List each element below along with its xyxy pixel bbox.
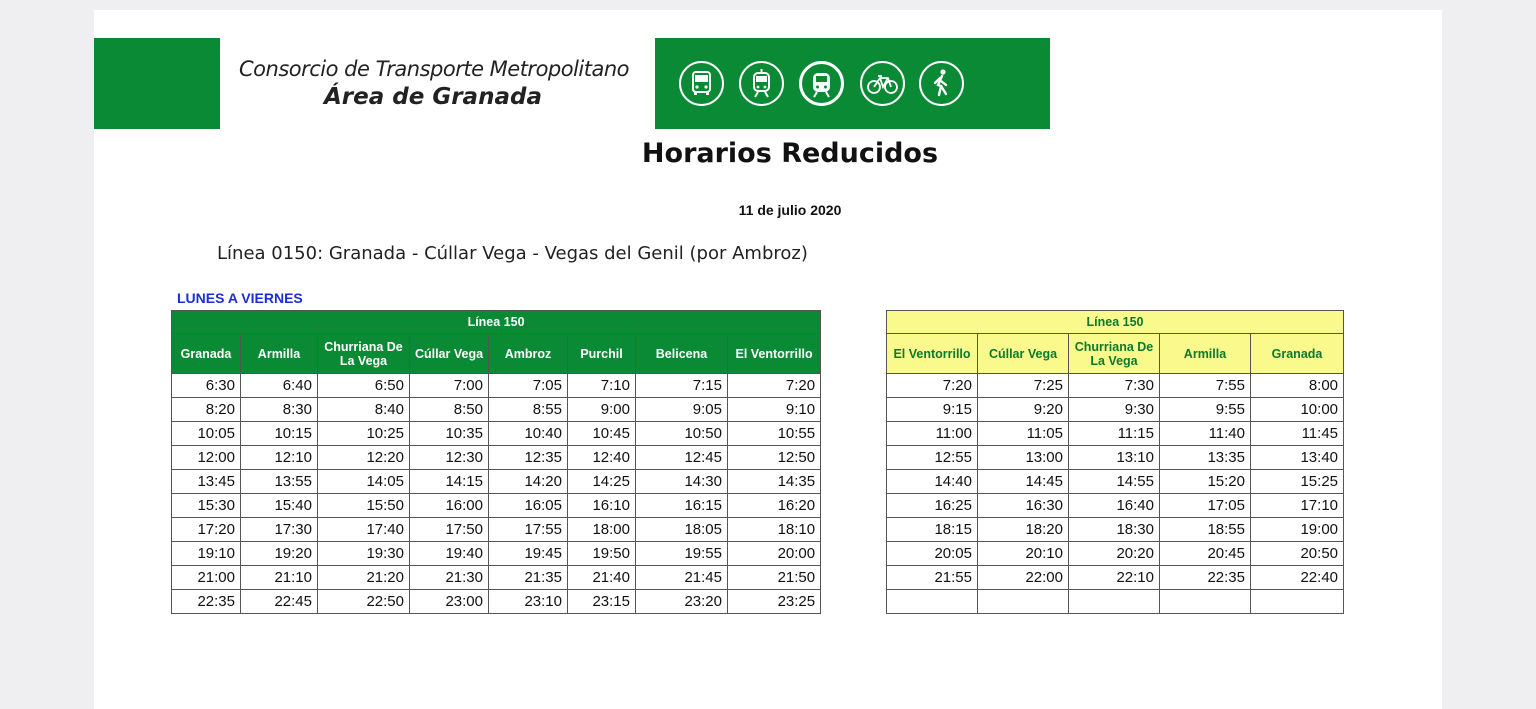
column-header: Cúllar Vega	[978, 334, 1069, 374]
table-row	[887, 470, 1344, 494]
table-row	[887, 518, 1344, 542]
time-cell: 16:15	[636, 494, 728, 518]
time-cell	[1160, 590, 1251, 614]
time-cell: 15:25	[1251, 470, 1344, 494]
time-cell: 13:45	[172, 470, 241, 494]
time-cell: 18:30	[1069, 518, 1160, 542]
time-cell: 6:50	[318, 374, 410, 398]
time-cell: 22:35	[1160, 566, 1251, 590]
time-cell: 12:00	[172, 446, 241, 470]
time-cell: 15:30	[172, 494, 241, 518]
time-cell: 12:40	[568, 446, 636, 470]
time-cell: 12:55	[887, 446, 978, 470]
time-cell	[978, 590, 1069, 614]
time-cell: 9:55	[1160, 398, 1251, 422]
document-page	[94, 10, 1442, 709]
time-cell: 14:45	[978, 470, 1069, 494]
time-cell: 8:00	[1251, 374, 1344, 398]
time-cell: 8:40	[318, 398, 410, 422]
time-cell	[887, 590, 978, 614]
time-cell: 21:35	[489, 566, 568, 590]
transport-modes-banner	[655, 38, 1050, 129]
table-row	[172, 566, 821, 590]
column-header: Ambroz	[489, 334, 568, 374]
time-cell: 15:20	[1160, 470, 1251, 494]
time-cell: 16:00	[410, 494, 489, 518]
return-timetable	[886, 310, 1344, 614]
table-row	[172, 542, 821, 566]
time-cell: 22:45	[241, 590, 318, 614]
table-row	[172, 470, 821, 494]
time-cell: 9:20	[978, 398, 1069, 422]
time-cell: 17:05	[1160, 494, 1251, 518]
time-cell: 18:20	[978, 518, 1069, 542]
outbound-timetable	[171, 310, 821, 614]
time-cell: 10:35	[410, 422, 489, 446]
time-cell: 12:10	[241, 446, 318, 470]
time-cell: 21:55	[887, 566, 978, 590]
time-cell: 21:10	[241, 566, 318, 590]
time-cell: 9:10	[728, 398, 821, 422]
time-cell: 17:30	[241, 518, 318, 542]
time-cell: 8:55	[489, 398, 568, 422]
table-row	[887, 542, 1344, 566]
org-name-line2: Área de Granada	[324, 84, 542, 110]
time-cell: 21:00	[172, 566, 241, 590]
table-row	[172, 374, 821, 398]
time-cell: 13:35	[1160, 446, 1251, 470]
time-cell: 23:20	[636, 590, 728, 614]
metro-icon	[799, 61, 844, 106]
time-cell: 21:20	[318, 566, 410, 590]
column-header: Granada	[172, 334, 241, 374]
table-row	[172, 518, 821, 542]
time-cell: 8:30	[241, 398, 318, 422]
column-header: Belicena	[636, 334, 728, 374]
bicycle-icon	[860, 61, 905, 106]
time-cell: 22:10	[1069, 566, 1160, 590]
time-cell: 22:35	[172, 590, 241, 614]
time-cell: 13:55	[241, 470, 318, 494]
time-cell: 21:50	[728, 566, 821, 590]
time-cell: 7:10	[568, 374, 636, 398]
pedestrian-icon	[919, 61, 964, 106]
time-cell: 14:55	[1069, 470, 1160, 494]
table-row	[887, 422, 1344, 446]
time-cell: 7:20	[887, 374, 978, 398]
time-cell: 19:20	[241, 542, 318, 566]
time-cell: 16:20	[728, 494, 821, 518]
time-cell: 23:00	[410, 590, 489, 614]
time-cell: 16:10	[568, 494, 636, 518]
time-cell: 11:05	[978, 422, 1069, 446]
return-table-title: Línea 150	[887, 311, 1344, 334]
time-cell: 20:10	[978, 542, 1069, 566]
time-cell: 10:45	[568, 422, 636, 446]
time-cell: 21:45	[636, 566, 728, 590]
train-icon	[739, 61, 784, 106]
column-header: Granada	[1251, 334, 1344, 374]
time-cell: 19:55	[636, 542, 728, 566]
table-row	[172, 590, 821, 614]
time-cell: 14:35	[728, 470, 821, 494]
time-cell: 11:45	[1251, 422, 1344, 446]
time-cell: 10:50	[636, 422, 728, 446]
time-cell: 16:25	[887, 494, 978, 518]
time-cell: 18:00	[568, 518, 636, 542]
time-cell: 20:05	[887, 542, 978, 566]
time-cell: 9:15	[887, 398, 978, 422]
table-row	[887, 446, 1344, 470]
time-cell: 13:40	[1251, 446, 1344, 470]
time-cell: 10:15	[241, 422, 318, 446]
column-header: Armilla	[1160, 334, 1251, 374]
days-label: LUNES A VIERNES	[177, 290, 303, 306]
page-title: Horarios Reducidos	[641, 138, 939, 169]
time-cell: 21:30	[410, 566, 489, 590]
time-cell: 6:30	[172, 374, 241, 398]
column-header: Armilla	[241, 334, 318, 374]
time-cell: 10:00	[1251, 398, 1344, 422]
table-row	[887, 398, 1344, 422]
time-cell: 20:00	[728, 542, 821, 566]
time-cell: 17:20	[172, 518, 241, 542]
time-cell: 18:15	[887, 518, 978, 542]
time-cell: 23:10	[489, 590, 568, 614]
table-row	[887, 374, 1344, 398]
time-cell: 19:10	[172, 542, 241, 566]
time-cell: 6:40	[241, 374, 318, 398]
time-cell: 14:20	[489, 470, 568, 494]
column-header: El Ventorrillo	[887, 334, 978, 374]
table-row	[887, 590, 1344, 614]
time-cell: 7:20	[728, 374, 821, 398]
brand-block-left	[94, 38, 220, 129]
time-cell: 7:05	[489, 374, 568, 398]
time-cell: 7:15	[636, 374, 728, 398]
time-cell	[1251, 590, 1344, 614]
time-cell: 10:55	[728, 422, 821, 446]
table-row	[172, 494, 821, 518]
outbound-table-title: Línea 150	[172, 311, 821, 334]
time-cell: 14:25	[568, 470, 636, 494]
time-cell: 10:05	[172, 422, 241, 446]
time-cell: 19:30	[318, 542, 410, 566]
time-cell: 12:50	[728, 446, 821, 470]
org-name-line1: Consorcio de Transporte Metropolitano	[239, 57, 630, 81]
time-cell: 7:00	[410, 374, 489, 398]
time-cell	[1069, 590, 1160, 614]
time-cell: 10:25	[318, 422, 410, 446]
time-cell: 19:40	[410, 542, 489, 566]
time-cell: 21:40	[568, 566, 636, 590]
time-cell: 15:40	[241, 494, 318, 518]
time-cell: 12:45	[636, 446, 728, 470]
time-cell: 12:35	[489, 446, 568, 470]
schedule-date: 11 de julio 2020	[738, 202, 842, 218]
column-header: Churriana De La Vega	[318, 334, 410, 374]
time-cell: 17:40	[318, 518, 410, 542]
time-cell: 14:15	[410, 470, 489, 494]
table-row	[172, 398, 821, 422]
time-cell: 12:30	[410, 446, 489, 470]
time-cell: 20:45	[1160, 542, 1251, 566]
time-cell: 13:00	[978, 446, 1069, 470]
time-cell: 13:10	[1069, 446, 1160, 470]
time-cell: 20:20	[1069, 542, 1160, 566]
column-header: Churriana De La Vega	[1069, 334, 1160, 374]
time-cell: 19:00	[1251, 518, 1344, 542]
time-cell: 17:55	[489, 518, 568, 542]
time-cell: 14:30	[636, 470, 728, 494]
time-cell: 9:30	[1069, 398, 1160, 422]
time-cell: 18:55	[1160, 518, 1251, 542]
time-cell: 14:05	[318, 470, 410, 494]
time-cell: 17:50	[410, 518, 489, 542]
time-cell: 20:50	[1251, 542, 1344, 566]
time-cell: 16:05	[489, 494, 568, 518]
time-cell: 16:30	[978, 494, 1069, 518]
time-cell: 9:05	[636, 398, 728, 422]
time-cell: 7:30	[1069, 374, 1160, 398]
time-cell: 9:00	[568, 398, 636, 422]
time-cell: 22:00	[978, 566, 1069, 590]
column-header: Cúllar Vega	[410, 334, 489, 374]
time-cell: 7:55	[1160, 374, 1251, 398]
time-cell: 11:00	[887, 422, 978, 446]
column-header: El Ventorrillo	[728, 334, 821, 374]
time-cell: 23:25	[728, 590, 821, 614]
time-cell: 16:40	[1069, 494, 1160, 518]
time-cell: 10:40	[489, 422, 568, 446]
time-cell: 19:45	[489, 542, 568, 566]
time-cell: 7:25	[978, 374, 1069, 398]
time-cell: 22:50	[318, 590, 410, 614]
time-cell: 18:10	[728, 518, 821, 542]
table-row	[172, 422, 821, 446]
time-cell: 22:40	[1251, 566, 1344, 590]
time-cell: 8:50	[410, 398, 489, 422]
time-cell: 15:50	[318, 494, 410, 518]
table-row	[887, 566, 1344, 590]
time-cell: 12:20	[318, 446, 410, 470]
bus-icon	[679, 61, 724, 106]
table-row	[172, 446, 821, 470]
time-cell: 14:40	[887, 470, 978, 494]
line-description: Línea 0150: Granada - Cúllar Vega - Vegas del Genil (por Ambroz)	[217, 243, 808, 264]
column-header: Purchil	[568, 334, 636, 374]
time-cell: 11:15	[1069, 422, 1160, 446]
time-cell: 17:10	[1251, 494, 1344, 518]
time-cell: 11:40	[1160, 422, 1251, 446]
table-row	[887, 494, 1344, 518]
time-cell: 18:05	[636, 518, 728, 542]
time-cell: 23:15	[568, 590, 636, 614]
time-cell: 19:50	[568, 542, 636, 566]
time-cell: 8:20	[172, 398, 241, 422]
